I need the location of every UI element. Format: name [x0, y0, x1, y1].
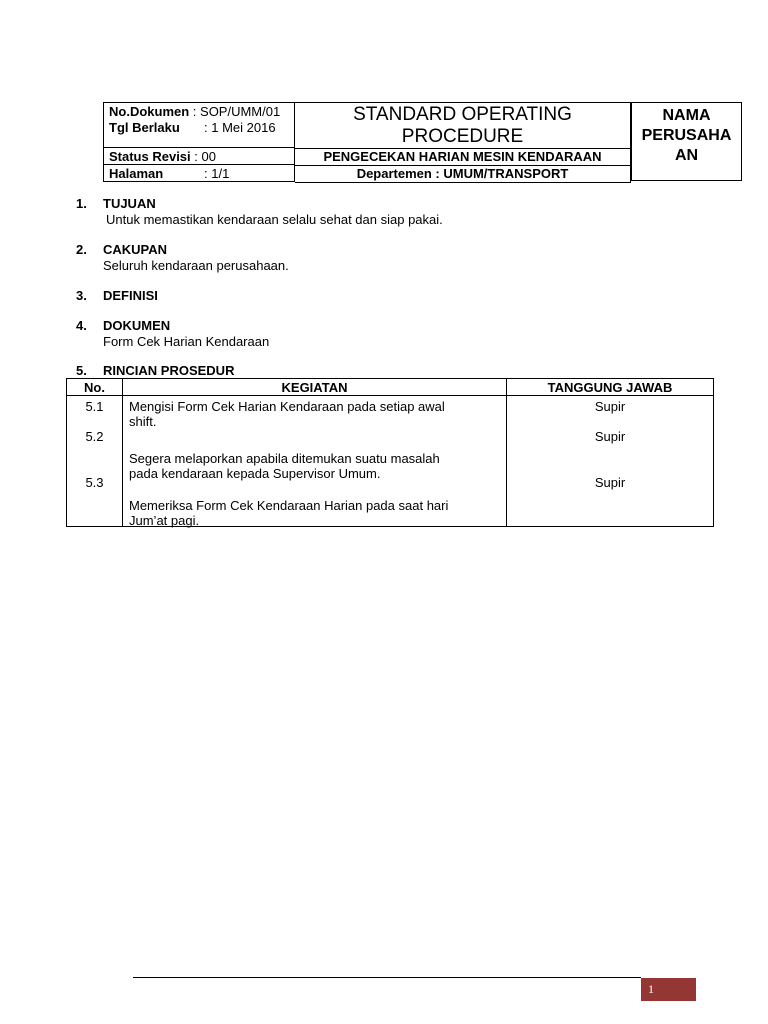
revision-status-cell [104, 148, 295, 165]
section-number: 3. [76, 288, 87, 303]
step-number: 5.2 [85, 429, 104, 444]
document-meta-table [103, 102, 295, 182]
step-number: 5.3 [85, 475, 104, 490]
revision-status-value: : 00 [194, 148, 216, 164]
section-body: Untuk memastikan kendaraan selalu sehat dan siap pakai. [106, 212, 443, 227]
section-title: RINCIAN PROSEDUR [103, 363, 235, 378]
header-kegiatan: KEGIATAN [123, 379, 507, 396]
procedure-table-body [67, 396, 714, 527]
department-label: Departemen : UMUM/TRANSPORT [295, 165, 630, 182]
no-column-cell [67, 396, 123, 527]
sop-subtitle: PENGECEKAN HARIAN MESIN KENDARAAN [295, 148, 630, 165]
revision-status-label: Status Revisi [109, 148, 191, 164]
step-activity-line: Mengisi Form Cek Harian Kendaraan pada setiap awal [129, 399, 445, 414]
sop-title-line2: PROCEDURE [401, 126, 524, 147]
header-no: No. [67, 379, 123, 396]
sop-title-line1: STANDARD OPERATING [353, 104, 572, 125]
section-title: CAKUPAN [103, 242, 168, 257]
company-name-line2: PERUSAHA [641, 127, 732, 144]
doc-number-and-date-cell [104, 103, 295, 148]
procedure-table [66, 378, 714, 527]
page-count-value: : 1/1 [204, 165, 230, 181]
step-responsible: Supir [594, 399, 626, 414]
procedure-table-header [67, 379, 714, 396]
section-number: 4. [76, 318, 87, 333]
step-activity-line: Memeriksa Form Cek Kendaraan Harian pada saat hari [129, 498, 449, 513]
sop-title-block [295, 102, 631, 183]
section-number: 2. [76, 242, 87, 257]
section-title: DEFINISI [103, 288, 158, 303]
doc-number-value: : SOP/UMM/01 [192, 104, 281, 119]
effective-date-value: : 1 Mei 2016 [204, 120, 276, 135]
step-number: 5.1 [85, 399, 104, 414]
page-count-cell [104, 165, 295, 182]
header-tanggung-jawab: TANGGUNG JAWAB [507, 379, 714, 396]
sop-title [295, 103, 630, 148]
effective-date-label: Tgl Berlaku [109, 120, 180, 135]
footer-divider [133, 977, 641, 978]
page-number-badge: 1 [641, 978, 696, 1001]
doc-number-label: No.Dokumen [109, 104, 190, 119]
section-number: 1. [76, 196, 87, 211]
company-name-line3: AN [674, 147, 699, 164]
tanggung-jawab-column-cell [507, 396, 714, 527]
step-activity-line: Jum’at pagi. [129, 513, 200, 528]
company-name-line1: NAMA [662, 107, 711, 124]
section-title: TUJUAN [103, 196, 156, 211]
section-body: Form Cek Harian Kendaraan [103, 334, 270, 349]
step-responsible: Supir [594, 429, 626, 444]
step-activity-line: pada kendaraan kepada Supervisor Umum. [129, 466, 381, 481]
company-name-block [631, 102, 742, 181]
step-activity-line: Segera melaporkan apabila ditemukan suatu masalah [129, 451, 440, 466]
section-title: DOKUMEN [103, 318, 171, 333]
step-responsible: Supir [594, 475, 626, 490]
page-count-label: Halaman [109, 165, 164, 181]
step-activity-line: shift. [129, 414, 157, 429]
kegiatan-column-cell [123, 396, 507, 527]
section-number: 5. [76, 363, 87, 378]
section-body: Seluruh kendaraan perusahaan. [103, 258, 289, 273]
